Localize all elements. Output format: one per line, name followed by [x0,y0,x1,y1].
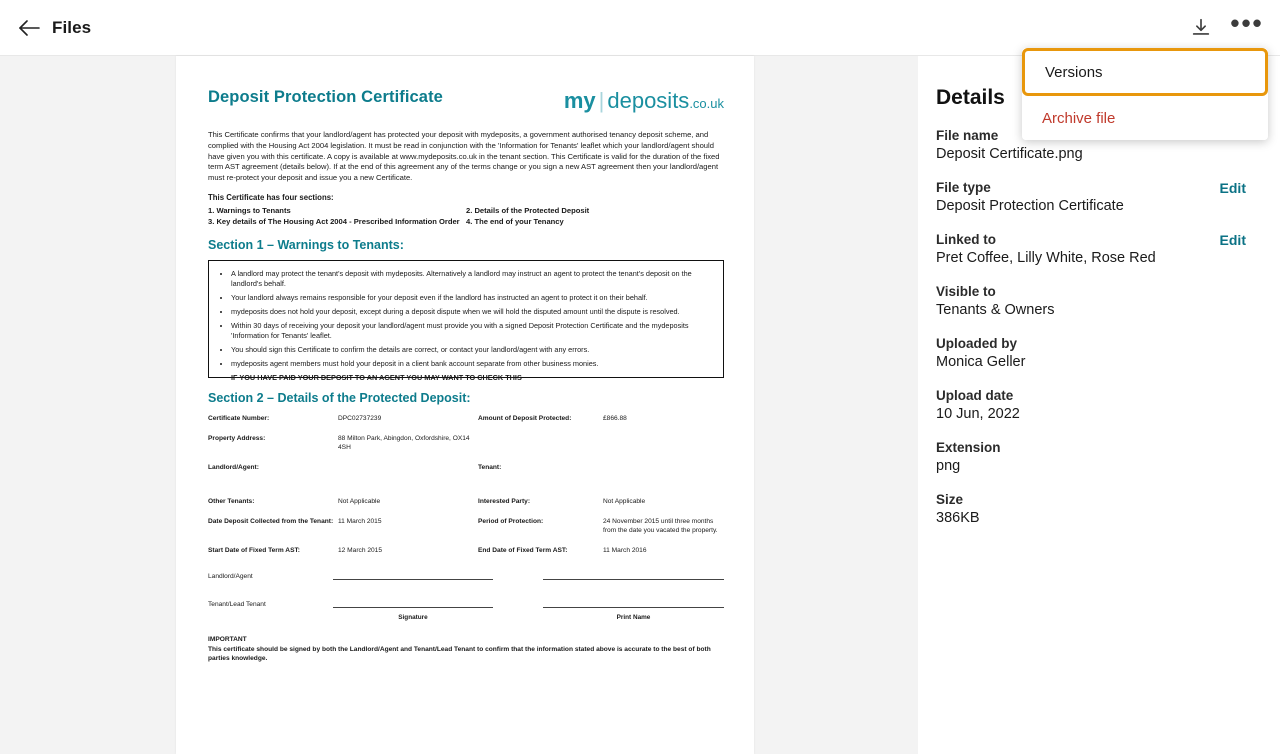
deposit-fields [208,415,724,556]
signature-row [208,598,724,608]
field-value [603,435,724,453]
field-value: 88 Milton Park, Abingdon, Oxfordshire, OX14 4SH [338,434,470,451]
field-value: Not Applicable [338,498,381,506]
details-panel [918,56,1280,754]
detail-label: File type [936,180,991,195]
section-list-item: 2. Details of the Protected Deposit [466,205,590,215]
detail-value: png [936,458,961,474]
field-label: Amount of Deposit Protected: [478,414,572,422]
download-icon[interactable] [1186,13,1216,43]
document-header [208,88,724,114]
signature-caption: Signature [398,614,428,622]
detail-label: Upload date [936,388,1014,403]
field-value: 24 November 2015 until three months from the date you vacated the property. [603,518,718,535]
menu-item-versions[interactable] [1022,48,1268,96]
field-row [208,498,724,507]
detail-visible-to [936,284,1246,318]
warning-item: • mydeposits agent members must hold your deposit in a client bank account separate from other business monies. [231,359,713,369]
detail-value: 10 Jun, 2022 [936,406,1020,422]
logo-my: my [563,88,596,113]
warning-item: • Within 30 days of receiving your deposit your landlord/agent must provide you with a signed Deposit Protection Certificate and the mydeposits 'Information for Tenants' leaflet. [231,321,713,342]
warning-item: • A landlord may protect the tenant's deposit with mydeposits. Alternatively a landlord may instruct an agent to protect the tenant's deposit on the landlord's behalf. [231,269,713,290]
logo-tld: .co.uk [689,96,724,111]
field-label: Landlord/Agent: [208,463,259,471]
detail-file-type [936,180,1246,214]
detail-value: Monica Geller [936,354,1026,370]
logo-deposits: deposits [607,88,690,113]
section1-title: Section 1 – Warnings to Tenants: [208,237,404,252]
detail-label: Uploaded by [936,336,1018,351]
section2-title: Section 2 – Details of the Protected Deposit: [208,390,471,405]
section-list-item: 3. Key details of The Housing Act 2004 - Prescribed Information Order [208,216,460,226]
certificate-document [176,56,754,754]
important-title: IMPORTANT [208,636,247,644]
field-value: Not Applicable [603,498,646,506]
field-value: 11 March 2015 [338,518,382,526]
signature-line [333,598,493,608]
print-name-caption: Print Name [616,614,651,622]
edit-file-type-button[interactable]: Edit [1219,180,1246,196]
page-title: Files [52,17,92,37]
detail-label: Size [936,492,964,507]
detail-uploaded-by [936,336,1246,370]
detail-value: Pret Coffee, Lilly White, Rose Red [936,250,1156,266]
field-value [603,464,724,473]
detail-value: Deposit Certificate.png [936,146,1083,162]
field-value: 11 March 2016 [603,547,647,555]
section-list-item: 1. Warnings to Tenants [208,205,291,215]
field-row [208,518,724,536]
top-bar-actions [1186,7,1264,43]
signature-label: Tenant/Lead Tenant [208,601,266,609]
field-value: 12 March 2015 [338,547,382,555]
detail-label: Visible to [936,284,996,299]
section-list-item: 4. The end of your Tenancy [466,216,564,226]
field-label: Date Deposit Collected from the Tenant: [208,518,334,526]
field-label: Interested Party: [478,498,531,506]
document-title: Deposit Protection Certificate [208,88,443,106]
important-note [208,635,724,664]
detail-label: File name [936,128,999,143]
detail-upload-date [936,388,1246,422]
sections-intro: This Certificate has four sections: [208,192,334,202]
detail-value: 386KB [936,510,980,526]
menu-item-archive-file[interactable] [1022,96,1268,140]
field-label: Start Date of Fixed Term AST: [208,547,300,555]
details-heading: Details [936,86,1005,109]
field-label: Period of Protection: [478,518,544,526]
main-content [0,56,1280,754]
document-page [176,56,754,754]
detail-value: Deposit Protection Certificate [936,198,1124,214]
field-row [208,435,724,453]
warning-footer: IF YOU HAVE PAID YOUR DEPOSIT TO AN AGENT YOU MAY WANT TO CHECK THIS [231,372,522,382]
field-row [208,464,724,473]
important-text: This certificate should be signed by both the Landlord/Agent and Tenant/Lead Tenant to confirm that the information stated above is accurate to the best of both parties knowledge. [208,645,711,663]
document-viewer [0,56,918,754]
detail-value: Tenants & Owners [936,302,1055,318]
warnings-box [208,260,724,382]
print-name-line [543,598,724,608]
signature-area [208,570,724,621]
field-row [208,547,724,556]
menu-item-label: Versions [1045,63,1103,81]
field-label [478,435,603,453]
field-row [208,415,724,424]
warning-item: • mydeposits does not hold your deposit, except during a deposit dispute when we will hold the disputed amount until the dispute is resolved. [231,307,713,317]
back-arrow-icon[interactable] [18,17,40,39]
signature-row [208,570,724,580]
document-intro: This Certificate confirms that your landlord/agent has protected your deposit with mydeposits, a government authorised tenancy deposit scheme, and complied with the Housing Act 2004 legislation. It must be read in conjunction with the 'Information for Tenants' leaflet which your landlord/agent should have given you with this certificate. A copy is available at www.mydeposits.co.uk in the tenant section. This Certificate is valid for the duration of the fixed term AST agreement (details below). If at the end of this agreement any of the terms change or you sign a new AST agreement then your landlord/agent must re-protect your deposit and issue you a new Certificate. [208,130,720,183]
field-value: £866.88 [603,414,627,422]
detail-size [936,492,1246,526]
signature-captions [208,614,724,621]
logo-separator: | [598,88,605,113]
signature-label: Landlord/Agent [208,573,253,581]
menu-item-label: Archive file [1042,109,1116,127]
field-label: Certificate Number: [208,414,270,422]
more-options-menu [1022,48,1268,140]
signature-line [333,570,493,580]
detail-extension [936,440,1246,474]
warning-item: • Your landlord always remains responsible for your deposit even if the landlord has instructed an agent to protect it on their behalf. [231,293,713,303]
edit-linked-to-button[interactable]: Edit [1219,232,1246,248]
more-options-icon[interactable]: ••• [1230,7,1264,38]
field-label: End Date of Fixed Term AST: [478,547,568,555]
warning-item: • You should sign this Certificate to confirm the details are correct, or contact your landlord/agent with any errors. [231,345,713,355]
field-value: DPC02737239 [338,414,382,422]
mydeposits-logo [564,88,724,114]
detail-label: Extension [936,440,1001,455]
detail-linked-to [936,232,1246,266]
field-label: Tenant: [478,463,502,471]
detail-label: Linked to [936,232,996,247]
print-name-line [543,570,724,580]
field-label: Property Address: [208,434,266,442]
field-value [338,464,478,473]
field-label: Other Tenants: [208,498,255,506]
sections-list [208,206,724,226]
